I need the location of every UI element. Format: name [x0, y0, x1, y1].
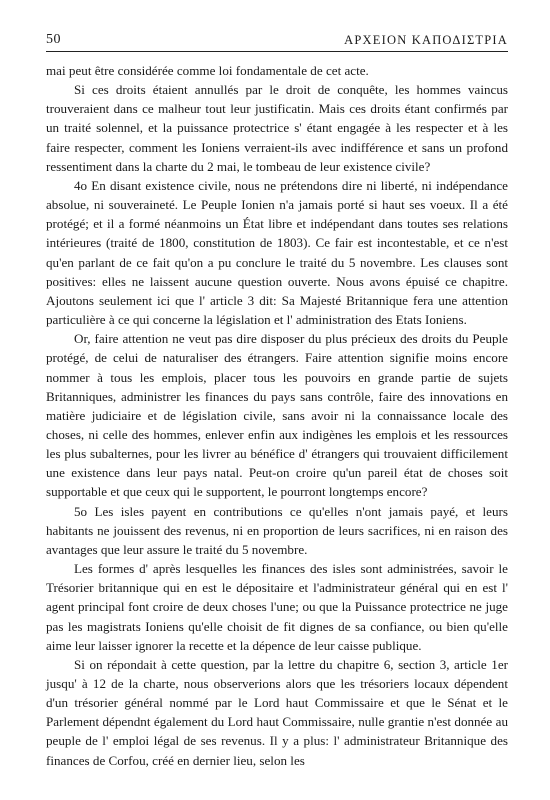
paragraph: Or, faire attention ne veut pas dire disposer du plus précieux des droits du Peuple protégé, de celui de naturaliser des étrangers. Faire attention signifie moins encore nommer à tous les emplois, placer tous les pouvoirs en grande partie de sujets Britanniques, administrer les finances du pays sans contrôle, faire des innovations en matière judiciaire et de législation civile, sans avoir ni la connaissance locale des choses, ni celle des hommes, enlever enfin aux indigènes les emplois et les ressources les plus subalternes, pour les livrer au bénéfice d' étrangers qui trouvaient difficilement une existence dans leur pays natal. Peut-on croire qu'un pareil état de choses soit supportable et que ceux qui le supportent, le pourront longtemps encore? [46, 331, 508, 500]
body-text [46, 61, 508, 770]
running-head: ΑΡΧΕΙΟΝ ΚΑΠΟΔΙΣΤΡΙΑ [344, 33, 508, 47]
page-header [46, 28, 508, 48]
paragraph: Si on répondait à cette question, par la lettre du chapitre 6, section 3, article 1er jusqu' à 12 de la charte, nous observerions alors que les trésoriers locaux dépendent d'un trésorier général nommé par le Lord haut Commissaire et que le Sénat et le Parlement dépendnt également du Lord haut Commissaire, nulle grantie n'est donnée au peuple de l' emploi légal de ses revenus. Il y a plus: l' administrateur Britannique des finances de Corfou, créé en dernier lieu, selon les [46, 656, 508, 768]
paragraph: 5o Les isles payent en contributions ce qu'elles n'ont jamais payé, et leurs habitants ne jouissent des revenus, ni en proportion de leurs sacrifices, ni en raison des avantages que leur assure le traité du 5 novembre. [46, 503, 508, 557]
paragraph: 4o En disant existence civile, nous ne prétendons dire ni liberté, ni indépendance absolue, ni souveraineté. Le Peuple Ionien n'a jamais porté si haut ses voeux. Il a été protégé; et il a formé néanmoins un État libre et indépendant dans toutes ses relations intérieures (traité de 1800, constitution de 1803). Ce fair est incontestable, et ce n'est qu'en parlant de ce fait qu'on a pu conclure le traité du 5 novembre. Les clauses sont positives: elles ne laissent aucune question ouverte. Nous avons épuisé ce chapitre. Ajoutons seulement ici que l' article 3 dit: Sa Majesté Britannique fera une attention particulière à ce qui concerne la législation et l' administration des Etats Ioniens. [46, 177, 508, 328]
page-number: 50 [46, 32, 61, 47]
paragraph: Si ces droits étaient annullés par le droit de conquête, les hommes vaincus trouveraient dans ce malheur tout leur justificatin. Mais ces droits étant confirmés par un traité solennel, et la puissance protectrice s' étant engagée à les respecter et à les faire respecter, comment les Ioniens verraient-ils avec indifférence et sans un profond ressentiment dans la charte du 2 mai, le tombeau de leur existence civile? [46, 82, 508, 174]
paragraph: mai peut être considérée comme loi fondamentale de cet acte. [46, 63, 369, 78]
header-rule [46, 51, 508, 52]
paragraph: Les formes d' après lesquelles les finances des isles sont administrées, savoir le Trésorier britannique qui en est le dépositaire et l'administrateur général qui en est l' agent principal font croire de deux choses l'une; ou que la Puissance protectrice ne juge pas les magistrats Ioniens qu'elle choisit de fit dignes de sa confiance, ou bien qu'elle aime leur laisser ignorer la recette et la dépence de leur caisse publique. [46, 561, 508, 653]
